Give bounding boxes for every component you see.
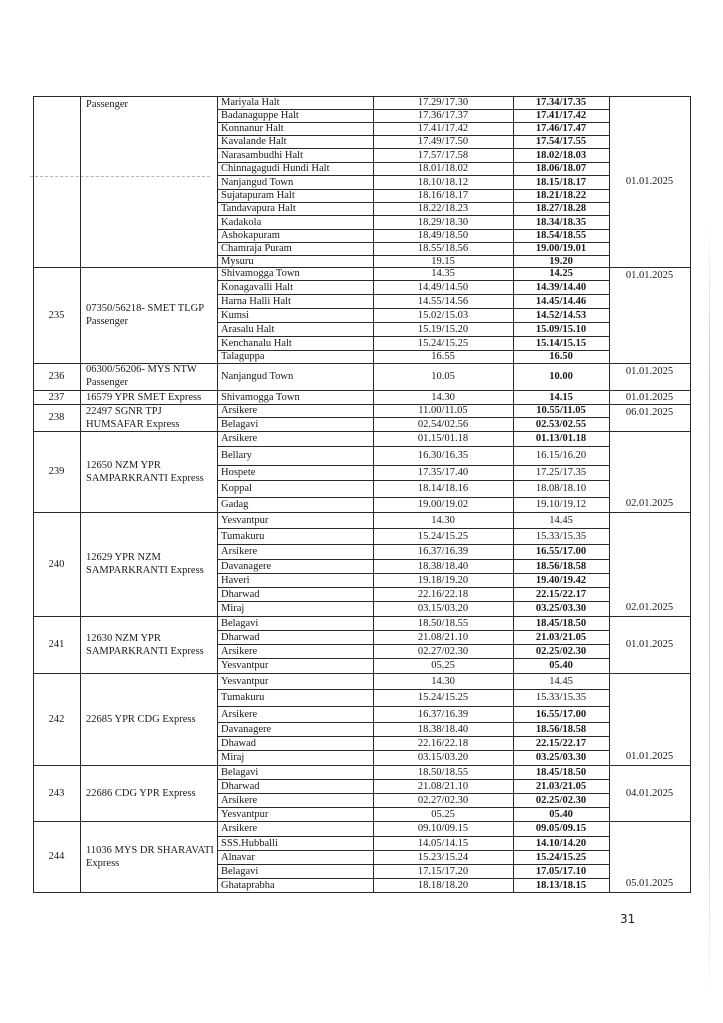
revised-timing-cell: 19.40/19.42 [535,574,587,586]
group-divider [33,673,690,674]
station-cell: Nanjangud Town [221,176,294,188]
station-cell: Ashokapuram [221,230,280,241]
existing-timing-cell: 14.55/14.56 [417,295,469,307]
revised-timing-cell: 18.34/18.35 [535,216,587,228]
station-cell: Tumakuru [221,530,265,542]
station-cell: Shivamogga Town [221,268,300,279]
existing-timing-cell: 03.15/03.20 [417,603,469,614]
existing-timing-cell: 18.50/18.55 [417,617,469,629]
row-divider [217,148,609,149]
row-divider [217,175,609,176]
revised-timing-cell: 18.45/18.50 [535,617,587,629]
revised-timing-cell: 19.10/19.12 [535,499,587,510]
table-bottom-border [33,892,690,893]
row-divider [217,836,609,837]
existing-timing-cell: 18.01/18.02 [417,163,469,174]
existing-timing-cell: 18.16/18.17 [417,190,469,201]
station-cell: Badanaguppe Halt [221,110,299,121]
serial-number-cell: 242 [48,713,65,725]
revised-timing-cell: 21.03/21.05 [535,780,587,792]
effective-date-cell: 01.01.2025 [625,366,674,377]
existing-timing-cell: 14.30 [431,675,455,687]
serial-number-cell: 241 [48,639,65,650]
station-cell: Haveri [221,574,250,586]
station-cell: Shivamogga Town [221,391,300,403]
row-divider [217,689,609,690]
group-divider [33,96,690,97]
train-name-cell: Passenger [86,99,128,110]
station-cell: Kavalande Halt [221,136,287,147]
station-cell: Alnavar [221,851,255,863]
row-divider [217,750,609,751]
revised-timing-cell: 16.15/16.20 [535,450,587,461]
station-cell: Yesvantpur [221,675,269,687]
existing-timing-cell: 17.57/17.58 [417,149,469,161]
train-name-cell: 12630 NZM YPR SAMPARKRANTI Express [86,632,204,657]
row-divider [217,706,609,707]
revised-timing-cell: 17.54/17.55 [535,136,587,147]
train-name-cell: 12650 NZM YPR SAMPARKRANTI Express [86,459,204,484]
row-divider [217,322,609,323]
station-cell: Davanagere [221,723,272,735]
row-divider [217,280,609,281]
existing-timing-cell: 18.18/18.20 [417,879,469,891]
station-cell: Arsikere [221,546,258,557]
row-divider [217,528,609,529]
row-divider [217,807,609,808]
existing-timing-cell: 16.37/16.39 [417,708,469,720]
row-divider [217,864,609,865]
revised-timing-cell: 14.45 [549,675,573,687]
revised-timing-cell: 03.25/03.30 [535,752,587,763]
revised-timing-cell: 14.39/14.40 [535,281,587,293]
station-cell: Talaguppa [221,351,265,362]
row-divider [217,446,609,447]
station-cell: Tumakuru [221,692,265,703]
row-divider [217,736,609,737]
row-divider [217,722,609,723]
revised-timing-cell: 16.50 [549,351,573,362]
existing-timing-cell: 18.22/18.23 [417,203,469,214]
row-divider [217,559,609,560]
train-name-cell: 11036 MYS DR SHARAVATI Express [86,844,214,869]
column-divider [690,96,691,893]
revised-timing-cell: 16.55/17.00 [535,708,587,720]
existing-timing-cell: 02.27/02.30 [417,794,469,806]
station-cell: Yesvantpur [221,514,269,526]
existing-timing-cell: 14.49/14.50 [417,281,469,293]
row-divider [217,336,609,337]
station-cell: Sujatapuram Halt [221,190,295,201]
revised-timing-cell: 18.08/18.10 [535,483,587,494]
revised-timing-cell: 14.45 [549,514,573,526]
row-divider [217,480,609,481]
revised-timing-cell: 18.56/18.58 [535,723,587,735]
train-name-cell: 22685 YPR CDG Express [86,713,196,725]
row-divider [217,878,609,879]
group-divider [33,512,690,513]
group-divider [33,390,690,391]
existing-timing-cell: 15.02/15.03 [417,309,469,321]
train-name-cell: 22497 SGNR TPJ HUMSAFAR Express [86,405,180,430]
group-divider [33,821,690,822]
row-divider [217,189,609,190]
existing-timing-cell: 17.49/17.50 [417,136,469,147]
train-name-cell: 16579 YPR SMET Express [86,391,202,403]
row-divider [217,793,609,794]
revised-timing-cell: 02.25/02.30 [535,794,587,806]
station-cell: SSS.Hubballi [221,837,278,849]
serial-number-cell: 240 [48,558,65,570]
row-divider [217,215,609,216]
existing-timing-cell: 22.16/22.18 [417,588,469,600]
serial-number-cell: 238 [48,412,65,423]
existing-timing-cell: 18.55/18.56 [417,243,469,254]
row-divider [217,122,609,123]
revised-timing-cell: 01.13/01.18 [535,433,587,444]
revised-timing-cell: 02.25/02.30 [535,645,587,657]
revised-timing-cell: 16.55/17.00 [535,546,587,557]
effective-date-cell: 05.01.2025 [625,878,674,889]
effective-date-cell: 06.01.2025 [625,407,674,418]
row-divider [217,294,609,295]
existing-timing-cell: 15.19/15.20 [417,323,469,335]
row-divider [217,135,609,136]
revised-timing-cell: 17.25/17.35 [535,467,587,478]
group-divider [33,404,690,405]
revised-timing-cell: 03.25/03.30 [535,603,587,614]
existing-timing-cell: 11.00/11.05 [418,405,468,416]
existing-timing-cell: 17.41/17.42 [417,123,469,134]
existing-timing-cell: 18.38/18.40 [417,560,469,572]
group-divider [33,431,690,432]
existing-timing-cell: 16.55 [431,351,455,362]
existing-timing-cell: 18.10/18.12 [417,176,469,188]
station-cell: Hospete [221,467,256,478]
existing-timing-cell: 17.36/17.37 [417,110,469,121]
revised-timing-cell: 18.13/18.15 [535,879,587,891]
station-cell: Kenchanalu Halt [221,337,292,349]
effective-date-cell: 02.01.2025 [625,498,674,509]
revised-timing-cell: 19.20 [549,255,573,267]
existing-timing-cell: 15.24/15.25 [417,692,469,703]
column-divider [373,96,374,893]
train-name-cell: 06300/56206- MYS NTW Passenger [86,364,197,388]
existing-timing-cell: 14.30 [431,391,455,403]
existing-timing-cell: 05.25 [431,808,455,820]
revised-timing-cell: 05.40 [549,808,573,820]
existing-timing-cell: 19.00/19.02 [417,499,469,510]
group-divider [33,765,690,766]
row-divider [217,109,609,110]
station-cell: Arsikere [221,708,258,720]
existing-timing-cell: 17.29/17.30 [417,97,469,108]
station-cell: Tandavapura Halt [221,203,296,214]
existing-timing-cell: 22.16/22.18 [417,737,469,749]
revised-timing-cell: 10.00 [549,371,573,382]
row-divider [217,587,609,588]
revised-timing-cell: 17.41/17.42 [535,110,587,121]
row-divider [217,850,609,851]
station-cell: Miraj [221,603,245,614]
existing-timing-cell: 15.24/15.25 [417,337,469,349]
revised-timing-cell: 14.45/14.46 [535,295,587,307]
train-name-cell: 12629 YPR NZM SAMPARKRANTI Express [86,552,204,576]
station-cell: Konnanur Halt [221,123,284,134]
row-divider [217,242,609,243]
revised-timing-cell: 18.06/18.07 [535,163,587,174]
station-cell: Arsikere [221,823,258,834]
row-divider [217,229,609,230]
existing-timing-cell: 18.29/18.30 [417,216,469,228]
existing-timing-cell: 01.15/01.18 [417,433,469,444]
serial-number-cell: 244 [48,851,65,862]
station-cell: Yesvantpur [221,660,269,671]
row-divider [217,601,609,602]
group-divider [33,363,690,364]
existing-timing-cell: 02.27/02.30 [417,645,469,657]
existing-timing-cell: 05.25 [431,660,455,671]
station-cell: Miraj [221,752,245,763]
row-divider [217,255,609,256]
station-cell: Dharwad [221,588,260,600]
row-divider [217,465,609,466]
station-cell: Dharwad [221,780,260,792]
revised-timing-cell: 22.15/22.17 [535,588,587,600]
effective-date-cell: 01.01.2025 [625,751,674,762]
group-divider [33,616,690,617]
column-divider [80,96,81,893]
revised-timing-cell: 15.09/15.10 [535,323,587,335]
existing-timing-cell: 21.08/21.10 [417,780,469,792]
column-divider [217,96,218,893]
train-name-cell: 07350/56218- SMET TLGP Passenger [86,303,204,327]
existing-timing-cell: 17.15/17.20 [417,865,469,877]
revised-timing-cell: 19.00/19.01 [535,243,587,254]
existing-timing-cell: 09.10/09.15 [417,823,469,834]
revised-timing-cell: 21.03/21.05 [535,631,587,643]
row-divider [217,202,609,203]
station-cell: Mariyala Halt [221,97,280,108]
station-cell: Konagavalli Halt [221,281,294,293]
station-cell: Arsikere [221,645,258,657]
revised-timing-cell: 18.56/18.58 [535,560,587,572]
station-cell: Kadakola [221,216,262,228]
effective-date-cell: 02.01.2025 [625,602,674,613]
station-cell: Arasalu Halt [221,323,275,335]
serial-number-cell: 235 [48,309,65,321]
revised-timing-cell: 18.45/18.50 [535,766,587,778]
revised-timing-cell: 05.40 [549,660,573,671]
row-divider [217,308,609,309]
existing-timing-cell: 15.24/15.25 [417,530,469,542]
existing-timing-cell: 16.37/16.39 [417,546,469,557]
revised-timing-cell: 15.33/15.35 [535,692,587,703]
effective-date-cell: 01.01.2025 [625,391,674,403]
station-cell: Belagavi [221,766,259,778]
station-cell: Kumsi [221,309,250,321]
row-divider [217,658,609,659]
station-cell: Chamraja Puram [221,243,292,254]
scan-edge-line [709,220,710,1000]
serial-number-cell: 237 [48,391,65,403]
existing-timing-cell: 21.08/21.10 [417,631,469,643]
station-cell: Dhawad [221,737,256,749]
effective-date-cell: 01.01.2025 [625,270,674,281]
revised-timing-cell: 18.27/18.28 [535,203,587,214]
station-cell: Davanagere [221,560,272,572]
station-cell: Bellary [221,450,252,461]
page-number: 31 [620,912,636,926]
serial-number-cell: 239 [48,466,65,477]
station-cell: Narasambudhi Halt [221,149,303,161]
station-cell: Chinnagagudi Hundi Halt [221,163,330,174]
revised-timing-cell: 02.53/02.55 [535,418,587,430]
effective-date-cell: 01.01.2025 [625,639,674,650]
effective-date-cell: 04.01.2025 [625,787,674,799]
existing-timing-cell: 03.15/03.20 [417,752,469,763]
existing-timing-cell: 19.15 [431,255,455,267]
station-cell: Ghataprabha [221,879,275,891]
serial-number-cell: 243 [48,787,65,799]
existing-timing-cell: 18.50/18.55 [417,766,469,778]
existing-timing-cell: 18.49/18.50 [417,230,469,241]
existing-timing-cell: 02.54/02.56 [417,418,469,430]
station-cell: Koppal [221,483,252,494]
existing-timing-cell: 17.35/17.40 [417,467,469,478]
revised-timing-cell: 17.46/17.47 [535,123,587,134]
station-cell: Yesvantpur [221,808,269,820]
revised-timing-cell: 18.15/18.17 [535,176,587,188]
column-divider [513,96,514,893]
revised-timing-cell: 17.34/17.35 [535,97,587,108]
existing-timing-cell: 14.35 [431,268,455,279]
row-divider [217,630,609,631]
revised-timing-cell: 14.52/14.53 [535,309,587,321]
revised-timing-cell: 14.15 [549,391,573,403]
station-cell: Dharwad [221,631,260,643]
station-cell: Gadag [221,499,249,510]
effective-date-cell: 01.01.2025 [625,176,674,187]
station-cell: Harna Halli Halt [221,295,291,307]
row-divider [217,644,609,645]
station-cell: Belagavi [221,865,259,877]
existing-timing-cell: 18.14/18.16 [417,483,469,494]
row-divider [217,350,609,351]
revised-timing-cell: 22.15/22.17 [535,737,587,749]
revised-timing-cell: 14.25 [549,268,573,279]
station-cell: Mysuru [221,255,254,267]
revised-timing-cell: 15.14/15.15 [535,337,587,349]
revised-timing-cell: 10.55/11.05 [536,405,586,416]
revised-timing-cell: 14.10/14.20 [535,837,587,849]
existing-timing-cell: 19.18/19.20 [417,574,469,586]
row-divider [217,573,609,574]
serial-number-cell [33,96,80,267]
column-divider [33,96,34,893]
existing-timing-cell: 18.38/18.40 [417,723,469,735]
revised-timing-cell: 17.05/17.10 [535,865,587,877]
row-divider [217,544,609,545]
station-cell: Belagavi [221,418,259,430]
station-cell: Arsikere [221,405,258,416]
row-divider [217,497,609,498]
existing-timing-cell: 16.30/16.35 [417,450,469,461]
existing-timing-cell: 14.30 [431,514,455,526]
column-divider [609,96,610,893]
station-cell: Arsikere [221,794,258,806]
station-cell: Belagavi [221,617,259,629]
row-divider [217,779,609,780]
revised-timing-cell: 18.21/18.22 [535,190,587,201]
row-divider [217,417,609,418]
existing-timing-cell: 15.23/15.24 [417,851,469,863]
revised-timing-cell: 18.54/18.55 [535,230,587,241]
train-name-cell: 22686 CDG YPR Express [86,787,196,799]
group-divider [33,267,690,268]
station-cell: Nanjangud Town [221,371,294,382]
station-cell: Arsikere [221,433,258,444]
revised-timing-cell: 18.02/18.03 [535,149,587,161]
existing-timing-cell: 14.05/14.15 [417,837,469,849]
revised-timing-cell: 09.05/09.15 [535,823,587,834]
revised-timing-cell: 15.33/15.35 [535,530,587,542]
existing-timing-cell: 10.05 [431,371,455,382]
serial-number-cell: 236 [48,371,65,382]
row-divider [217,162,609,163]
revised-timing-cell: 15.24/15.25 [535,851,587,863]
